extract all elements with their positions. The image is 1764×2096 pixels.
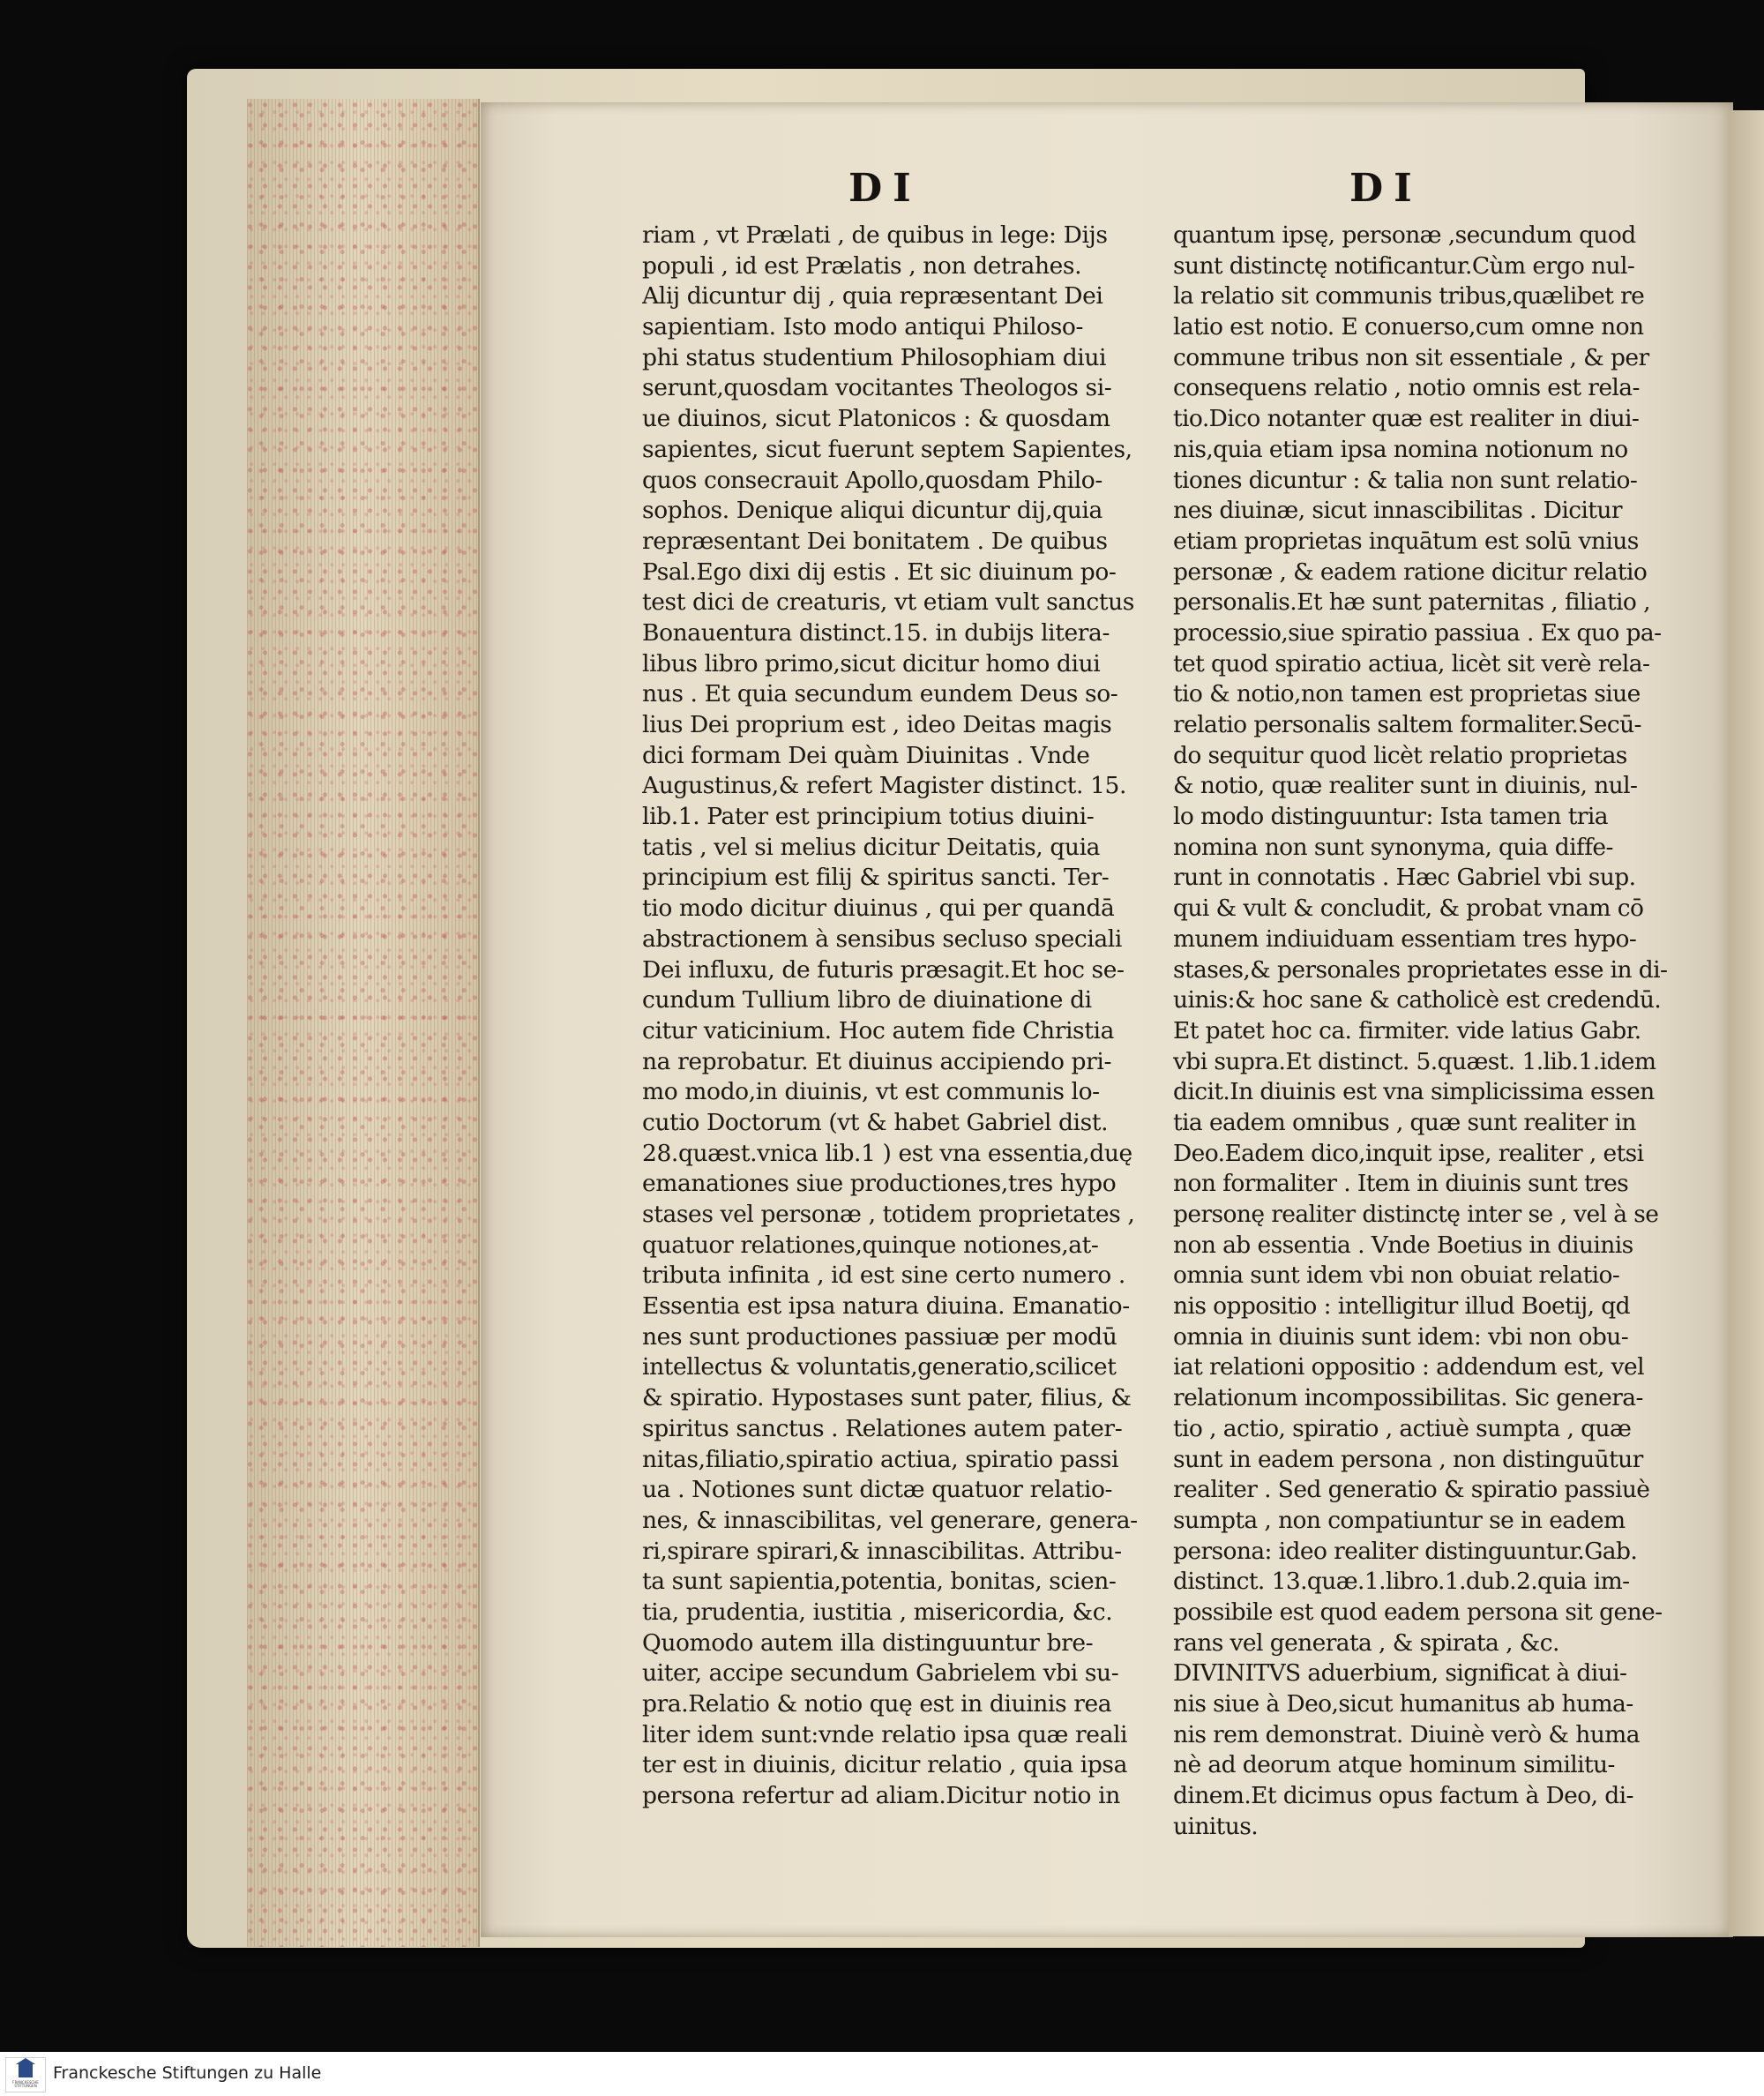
text-line: nomina non sunt synonyma, quia diffe- [1173, 833, 1613, 861]
text-line: sapientes, sicut fuerunt septem Sapientes, [642, 435, 1132, 463]
text-line: personæ , & eadem ratione dicitur relatio [1173, 558, 1648, 586]
text-line: la relatio sit communis tribus,quælibet re [1173, 282, 1645, 311]
text-line: quatuor relationes,quinque notiones,at- [642, 1231, 1099, 1259]
text-line: sunt distinctę notificantur.Cùm ergo nul- [1173, 251, 1635, 280]
text-line: quantum ipsę, personæ ,secundum quod [1173, 221, 1636, 249]
text-line: nitas,filiatio,spiratio actiua, spiratio passi [642, 1445, 1119, 1473]
text-line: test dici de creaturis, vt etiam vult sanctus [642, 588, 1134, 617]
text-line: Et patet hoc ca. firmiter. vide latius Gabr. [1173, 1016, 1641, 1044]
text-line: nis oppositio : intelligitur illud Boetij, qd [1173, 1292, 1630, 1321]
text-line: intellectus & voluntatis,generatio,scilicet [642, 1353, 1117, 1381]
text-line: emanationes siue productiones,tres hypo [642, 1170, 1117, 1198]
text-line: omnia in diuinis sunt idem: vbi non obu- [1173, 1322, 1629, 1351]
text-line: uiter, accipe secundum Gabrielem vbi su- [642, 1659, 1119, 1688]
text-line: repræsentant Dei bonitatem . De quibus [642, 527, 1108, 555]
institution-logo-icon [5, 2057, 46, 2092]
text-line: possibile est quod eadem persona sit gene- [1173, 1598, 1663, 1626]
logo-text: FRANCKESCHE STIFTUNGEN [12, 2080, 39, 2088]
text-line: tia eadem omnibus , quæ sunt realiter in [1173, 1108, 1636, 1136]
text-line: nus . Et quia secundum eundem Deus so- [642, 680, 1118, 708]
text-line: ue diuinos, sicut Platonicos : & quosdam [642, 405, 1110, 433]
text-line: sophos. Denique aliqui dicuntur dij,quia [642, 497, 1102, 525]
text-line: sunt in eadem persona , non distinguūtur [1173, 1445, 1643, 1473]
page-edges [247, 99, 480, 1947]
text-line: personalis.Et hæ sunt paternitas , filiatio , [1173, 588, 1650, 617]
text-line: cutio Doctorum (vt & habet Gabriel dist. [642, 1108, 1109, 1136]
text-line: quos consecrauit Apollo,quosdam Philo- [642, 466, 1102, 494]
text-line: nes sunt productiones passiuæ per modū [642, 1322, 1117, 1351]
text-line: realiter . Sed generatio & spiratio passiuè [1173, 1476, 1650, 1504]
text-line: sumpta , non compatiuntur se in eadem [1173, 1506, 1626, 1534]
text-line: Bonauentura distinct.15. in dubijs litera- [642, 618, 1110, 647]
text-line: persona: ideo realiter distinguuntur.Gab. [1173, 1537, 1638, 1565]
text-line: personę realiter distinctę inter se , vel à se [1173, 1201, 1659, 1228]
text-line: pra.Relatio & notio quę est in diuinis rea [642, 1690, 1112, 1718]
text-line: relatio personalis saltem formaliter.Secū- [1173, 711, 1641, 738]
text-line: tio modo dicitur diuinus , qui per quandā [642, 895, 1115, 923]
text-line: & spiratio. Hypostases sunt pater, filius, & [642, 1384, 1132, 1412]
text-line: sapientiam. Isto modo antiqui Philoso- [642, 313, 1084, 341]
text-line: tatis , vel si melius dicitur Deitatis, quia [642, 833, 1101, 861]
text-line: dicit.In diuinis est vna simplicissima essen [1173, 1078, 1655, 1106]
text-line: ter est in diuinis, dicitur relatio , quia ipsa [642, 1751, 1128, 1779]
text-line: consequens relatio , notio omnis est rela- [1173, 374, 1640, 402]
text-line: commune tribus non sit essentiale , & per [1173, 343, 1649, 371]
text-line: principium est filij & spiritus sancti. Ter- [642, 864, 1110, 892]
headword-right: DI [1349, 166, 1423, 211]
text-line: abstractionem à sensibus secluso speciali [642, 924, 1122, 953]
text-line: dinem.Et dicimus opus factum à Deo, di- [1173, 1782, 1633, 1810]
text-line: ua . Notiones sunt dictæ quatuor relatio- [642, 1476, 1113, 1504]
text-line: relationum incompossibilitas. Sic genera- [1173, 1384, 1643, 1412]
text-line: dici formam Dei quàm Diuinitas . Vnde [642, 741, 1090, 769]
text-line: iat relationi oppositio : addendum est, vel [1173, 1353, 1644, 1381]
text-line: Alij dicuntur dij , quia repræsentant Dei [642, 282, 1103, 311]
text-line: nis rem demonstrat. Diuinè verò & huma [1173, 1720, 1640, 1748]
text-column-left [642, 221, 1162, 1812]
text-line: populi , id est Prælatis , non detrahes. [642, 251, 1082, 280]
text-line: mo modo,in diuinis, vt est communis lo- [642, 1078, 1100, 1106]
text-line: distinct. 13.quæ.1.libro.1.dub.2.quia im- [1173, 1568, 1630, 1596]
text-line: latio est notio. E conuerso,cum omne non [1173, 313, 1644, 341]
text-line: persona refertur ad aliam.Dicitur notio in [642, 1782, 1120, 1810]
text-line: tiones dicuntur : & talia non sunt relatio- [1173, 466, 1638, 494]
text-line: lo modo distinguuntur: Ista tamen tria [1173, 803, 1608, 831]
text-line: & notio, quæ realiter sunt in diuinis, nul- [1173, 772, 1638, 800]
text-line: phi status studentium Philosophiam diui [642, 343, 1107, 371]
facing-page-edge [1729, 110, 1764, 1936]
text-line: Augustinus,& refert Magister distinct. 15. [642, 772, 1127, 800]
text-line: omnia sunt idem vbi non obuiat relatio- [1173, 1261, 1620, 1290]
text-line: Dei influxu, de futuris præsagit.Et hoc se- [642, 955, 1125, 984]
text-line: uinitus. [1173, 1812, 1259, 1840]
text-line: cundum Tullium libro de diuinatione di [642, 986, 1092, 1014]
text-line: Deo.Eadem dico,inquit ipse, realiter , etsi [1173, 1139, 1644, 1167]
text-line: DIVINITVS aduerbium, significat à diui- [1173, 1659, 1627, 1688]
text-line: serunt,quosdam vocitantes Theologos si- [642, 374, 1112, 402]
text-line: rans vel generata , & spirata , &c. [1173, 1628, 1559, 1657]
text-line: 28.quæst.vnica lib.1 ) est vna essentia,duę [642, 1139, 1132, 1167]
text-line: ri,spirare spirari,& innascibilitas. Attribu- [642, 1537, 1122, 1565]
text-line: tio & notio,non tamen est proprietas siue [1173, 680, 1641, 708]
text-line: runt in connotatis . Hæc Gabriel vbi sup. [1173, 864, 1636, 892]
credit-text: Franckesche Stiftungen zu Halle [53, 2063, 322, 2083]
text-line: uinis:& hoc sane & catholicè est credendū. [1173, 986, 1662, 1014]
text-line: lib.1. Pater est principium totius diuini- [642, 803, 1095, 831]
text-line: qui & vult & concludit, & probat vnam cō [1173, 895, 1644, 923]
text-line: non formaliter . Item in diuinis sunt tres [1173, 1170, 1629, 1198]
text-line: nes, & innascibilitas, vel generare, genera- [642, 1506, 1138, 1534]
text-line: do sequitur quod licèt relatio proprietas [1173, 741, 1627, 769]
text-line: nis,quia etiam ipsa nomina notionum no [1173, 435, 1628, 463]
text-line: Essentia est ipsa natura diuina. Emanatio- [642, 1292, 1130, 1321]
text-line: riam , vt Prælati , de quibus in lege: Dijs [642, 221, 1108, 249]
text-line: tet quod spiratio actiua, licèt sit verè rela- [1173, 649, 1650, 677]
text-line: Psal.Ego dixi dij estis . Et sic diuinum po- [642, 558, 1117, 586]
text-line: Quomodo autem illa distinguuntur bre- [642, 1628, 1094, 1657]
text-line: stases,& personales proprietates esse in di- [1173, 955, 1668, 984]
text-line: etiam proprietas inquātum est solū vnius [1173, 527, 1639, 555]
text-line: tributa infinita , id est sine certo numero . [642, 1261, 1125, 1290]
text-line: libus libro primo,sicut dicitur homo diui [642, 649, 1101, 677]
text-line: munem indiuiduam essentiam tres hypo- [1173, 924, 1637, 953]
text-line: nè ad deorum atque hominum similitu- [1173, 1751, 1615, 1779]
text-column-right [1173, 221, 1689, 1842]
text-line: ta sunt sapientia,potentia, bonitas, scien- [642, 1568, 1117, 1596]
text-line: na reprobatur. Et diuinus accipiendo pri- [642, 1047, 1112, 1075]
text-line: tio , actio, spiratio , actiuè sumpta , quæ [1173, 1414, 1632, 1442]
footer-bar [0, 2052, 1764, 2096]
text-line: processio,siue spiratio passiua . Ex quo pa- [1173, 618, 1662, 647]
text-line: nes diuinæ, sicut innascibilitas . Dicitur [1173, 497, 1622, 525]
text-line: citur vaticinium. Hoc autem fide Christia [642, 1016, 1114, 1044]
text-line: tia, prudentia, iustitia , misericordia, &c. [642, 1598, 1113, 1626]
text-line: spiritus sanctus . Relationes autem pater- [642, 1414, 1123, 1442]
headword-left: DI [848, 166, 922, 211]
text-line: non ab essentia . Vnde Boetius in diuinis [1173, 1231, 1633, 1259]
text-line: lius Dei proprium est , ideo Deitas magis [642, 711, 1112, 738]
text-line: stases vel personæ , totidem proprietates , [642, 1201, 1135, 1228]
text-line: liter idem sunt:vnde relatio ipsa quæ reali [642, 1720, 1128, 1748]
text-line: vbi supra.Et distinct. 5.quæst. 1.lib.1.idem [1173, 1047, 1656, 1075]
text-line: nis siue à Deo,sicut humanitus ab huma- [1173, 1690, 1633, 1718]
text-line: tio.Dico notanter quæ est realiter in diui- [1173, 405, 1640, 433]
